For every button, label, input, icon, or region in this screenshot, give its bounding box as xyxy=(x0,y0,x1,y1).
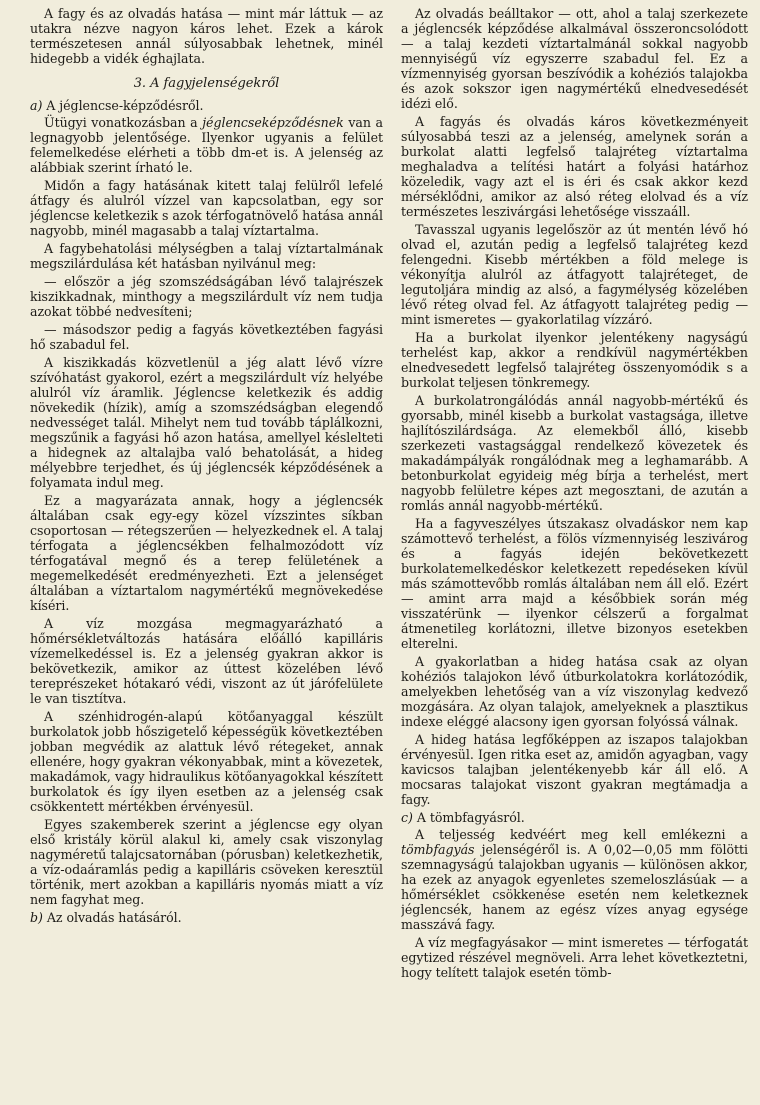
emphasis-term: jéglencseképződésnek xyxy=(202,115,344,130)
paragraph xyxy=(401,827,748,932)
paragraph: A kiszikkadás közvetlenül a jég alatt lévő vízre szívóhatást gyakorol, ezért a megszilárdult víz helyébe alulról víz áramlik. Jéglencse keletkezik és addig növekedik (hízik), amíg a szomszédságban elegendő nedvességet talál. Mihelyt nem tud tovább táplálkozni, megszűnik a fagyási hő azon hatása, amellyel késlelteti a hidegnek az altalajba való behatolását, a hideg mélyebbre terjedhet, és új jéglencsék képződésének a folyamata indul meg. xyxy=(30,355,383,490)
paragraph: Midőn a fagy hatásának kitett talaj felülről lefelé átfagy és alulról vízzel van kapcsolatban, egy sor jéglencse keletkezik s azok térfogatnövelő hatása annál nagyobb, minél magasabb a talaj víztartalma. xyxy=(30,178,383,238)
right-column xyxy=(401,6,748,1105)
paragraph: Tavasszal ugyanis legelőször az út mentén lévő hó olvad el, azután pedig a legfelső talajréteg kezd felengedni. Kisebb mértékben a föld melege is vékonyítja alulról az átfagyott talajréteget, de legutoljára mindig az alsó, a fagymélység közelében lévő réteg olvad fel. Az átfagyott talajréteg pedig — mint ismeretes — gyakorlatilag vízzáró. xyxy=(401,222,748,327)
paragraph: — másodszor pedig a fagyás következtében fagyási hő szabadul fel. xyxy=(30,322,383,352)
paragraph: A fagyás és olvadás káros következményeit súlyosabbá teszi az a jelenség, amelynek során a burkolat alatti legfelső talajréteg víztartalma meghaladva a telítési határt a folyási határhoz közeledik, vagy azt el is éri és csak akkor kezd mérséklődni, amikor az alsó réteg elolvad és a víz természetes leszivárgási lehetősége visszaáll. xyxy=(401,114,748,219)
text-run: van a legnagyobb jelentősége. Ilyenkor ugyanis a felület felemelkedése elérheti a több dm-et is. A jelenség az alábbiak szerint írható le. xyxy=(30,115,383,175)
paragraph: Ez a magyarázata annak, hogy a jéglencsék általában csak egy-egy közel vízszintes síkban csoportosan — rétegszerűen — helyezkednek el. A talaj térfogata a jéglencsékben felhalmozódott víz térfogatával megnő és a terep felületének a megemelkedését eredményezheti. Ezt a jelenséget általában a víztartalom nagymértékű megnövekedése kíséri. xyxy=(30,493,383,613)
paragraph: Az olvadás beálltakor — ott, ahol a talaj szerkezete a jéglencsék képződése alkalmával összeroncsolódott — a talaj kezdeti víztartalmánál sokkal nagyobb mennyiségű víz egyszerre szabadul fel. Ez a vízmennyiség gyorsan beszívódik a kohéziós talajokba és azok sokszor igen nagymértékű elnedvesedését idézi elő. xyxy=(401,6,748,111)
paragraph: A fagy és az olvadás hatása — mint már láttuk — az utakra nézve nagyon káros lehet. Ezek a károk természetesen annál súlyosabbak lehetnek, minél hidegebb a vidék éghajlata. xyxy=(30,6,383,66)
paragraph: A víz mozgása megmagyarázható a hőmérsékletváltozás hatására előálló kapilláris vízemelkedéssel is. Ez a jelenség gyakran akkor is bekövetkezik, amikor az úttest közelében lévő tereprészeket hótakaró védi, viszont az út járófelülete le van tisztítva. xyxy=(30,616,383,706)
paragraph: A hideg hatása legfőképpen az iszapos talajokban érvényesül. Igen ritka eset az, amidőn agyagban, vagy kavicsos talajban jelentékenyebb kár áll elő. A mocsaras talajokat viszont gyakran megtámadja a fagy. xyxy=(401,732,748,807)
paragraph: Ha a fagyveszélyes útszakasz olvadáskor nem kap számottevő terhelést, a fölös vízmennyiség leszivárog és a fagyás idején bekövetkezett burkolatemelkedéskor keletkezett repedéseken kívül más számottevőbb romlás általában nem áll elő. Ezért — amint arra majd a későbbiek során még visszatérünk — ilyenkor célszerű a forgalmat átmenetileg korlátozni, illetve bizonyos esetekben elterelni. xyxy=(401,516,748,651)
section-heading: 3. A fagyjelenségekről xyxy=(133,76,280,91)
text-run: jelenségéről is. A 0,02—0,05 mm fölötti szemnagyságú talajokban ugyanis — különösen akkor, ha ezek az anyagok egyenletes szemeloszlásúak — a hőmérséklet csökkenése esetén nem keletkeznek jéglencsék, hanem az egész vízes anyag egysége masszává fagy. xyxy=(401,842,748,932)
left-column xyxy=(30,6,383,1105)
paragraph: A gyakorlatban a hideg hatása csak az olyan kohéziós talajokon lévő útburkolatokra korlátozódik, amelyekben lehetőség van a víz viszonylag kedvező mozgására. Az olyan talajok, amelyeknek a plasztikus indexe eléggé alacsony igen gyorsan folyóssá válnak. xyxy=(401,654,748,729)
emphasis-term: tömbfagyás xyxy=(401,842,475,857)
paragraph: A fagybehatolási mélységben a talaj víztartalmának megszilárdulása két hatásban nyilvánul meg: xyxy=(30,241,383,271)
paragraph: Ha a burkolat ilyenkor jelentékeny nagyságú terhelést kap, akkor a rendkívül nagymértékben elnedvesedett legfelső talajréteg összenyomódik s a burkolat teljesen tönkremegy. xyxy=(401,330,748,390)
subsection-title: A tömbfagyásról. xyxy=(416,810,525,825)
subsection-c-heading xyxy=(401,810,748,825)
subsection-letter: a) xyxy=(30,98,43,113)
subsection-letter: c) xyxy=(401,810,413,825)
text-run: Ütügyi vonatkozásban a xyxy=(44,115,203,130)
paragraph: A burkolatrongálódás annál nagyobb-mértékű és gyorsabb, minél kisebb a burkolat vastagsága, illetve hajlítószilárdsága. Az elemekből álló, kisebb szerkezeti vastagsággal rendelkező kövezetek és makadámpályák rongálódnak meg a leghamarább. A betonburkolat egyideig még bírja a terhelést, mert nagyobb felületre képes azt megosztani, de azután a romlás annál nagyobb-mértékű. xyxy=(401,393,748,513)
paragraph: — először a jég szomszédságában lévő talajrészek kiszikkadnak, minthogy a megszilárdult víz nem tudja azokat többé nedvesíteni; xyxy=(30,274,383,319)
subsection-letter: b) xyxy=(30,910,43,925)
subsection-title: Az olvadás hatásáról. xyxy=(46,910,182,925)
paragraph: Egyes szakemberek szerint a jéglencse egy olyan első kristály körül alakul ki, amely csak viszonylag nagyméretű talajcsatornában (pórusban) keletkezhetik, a víz-odaáramlás pedig a kapilláris csöveken keresztül történik, mert azokban a kapilláris nyomás miatt a víz nem fagyhat meg. xyxy=(30,817,383,907)
subsection-b-heading xyxy=(30,910,383,925)
paragraph xyxy=(30,115,383,175)
text-run: A teljesség kedvéért meg kell emlékezni a xyxy=(415,827,748,842)
subsection-a-heading xyxy=(30,98,383,113)
paragraph: A szénhidrogén-alapú kötőanyaggal készült burkolatok jobb hőszigetelő képességük következtében jobban megvédik az alattuk lévő rétegeket, annak ellenére, hogy gyakran vékonyabbak, mint a kövezetek, makadámok, vagy hidraulikus kötőanyagokkal készített burkolatok és így ilyen esetben az a jelenség csak csökkentett mértékben érvényesül. xyxy=(30,709,383,814)
paragraph: A víz megfagyásakor — mint ismeretes — térfogatát egytized részével megnöveli. Arra lehet következtetni, hogy telített talajok esetén tömb- xyxy=(401,935,748,980)
subsection-title: A jéglencse-képződésről. xyxy=(46,98,204,113)
